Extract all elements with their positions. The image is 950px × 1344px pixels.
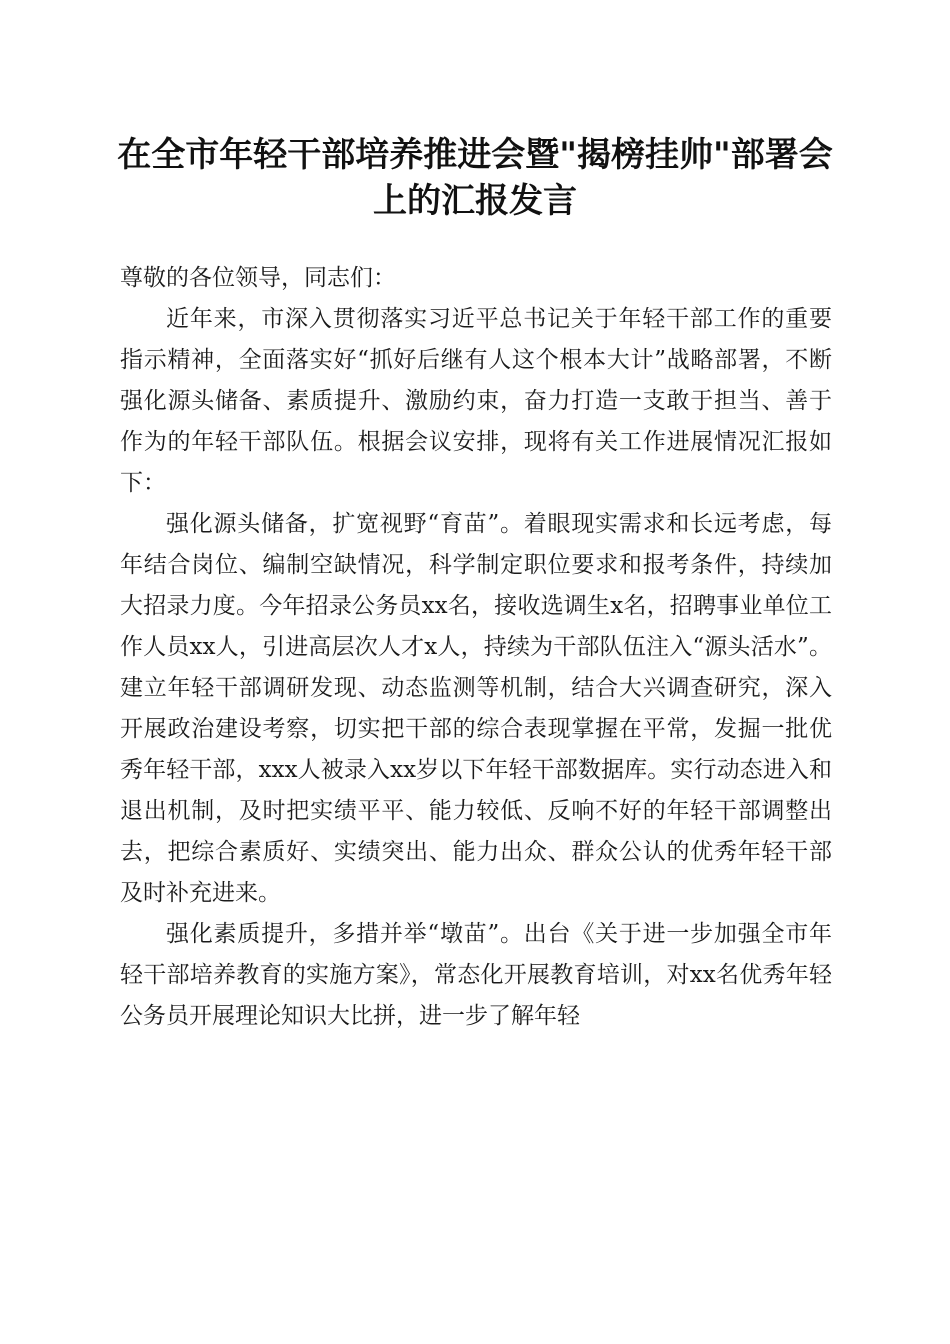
paragraph-quality-improvement: 强化素质提升，多措并举“墩苗”。出台《关于进一步加强全市年轻干部培养教育的实施方案》，常态化开展教育培训，对xx名优秀年轻公务员开展理论知识大比拼，进一步了解年轻 — [120, 921, 832, 1029]
salutation: 尊敬的各位领导，同志们： — [120, 265, 396, 291]
document-body — [120, 258, 832, 1037]
paragraph-intro: 近年来，市深入贯彻落实习近平总书记关于年轻干部工作的重要指示精神，全面落实好“抓好后继有人这个根本大计”战略部署，不断强化源头储备、素质提升、激励约束，奋力打造一支敢于担当、善于作为的年轻干部队伍。根据会议安排，现将有关工作进展情况汇报如下： — [120, 306, 832, 496]
document-title: 在全市年轻干部培养推进会暨"揭榜挂帅"部署会上的汇报发言 — [117, 135, 833, 221]
paragraph-source-reserve: 强化源头储备，扩宽视野“育苗”。着眼现实需求和长远考虑，每年结合岗位、编制空缺情况，科学制定职位要求和报考条件，持续加大招录力度。今年招录公务员xx名，接收选调生x名，招聘事业单位工作人员xx人，引进高层次人才x人，持续为干部队伍注入“源头活水”。建立年轻干部调研发现、动态监测等机制，结合大兴调查研究，深入开展政治建设考察，切实把干部的综合表现掌握在平常，发掘一批优秀年轻干部，xxx人被录入xx岁以下年轻干部数据库。实行动态进入和退出机制，及时把实绩平平、能力较低、反响不好的年轻干部调整出去，把综合素质好、实绩突出、能力出众、群众公认的优秀年轻干部及时补充进来。 — [120, 511, 832, 906]
